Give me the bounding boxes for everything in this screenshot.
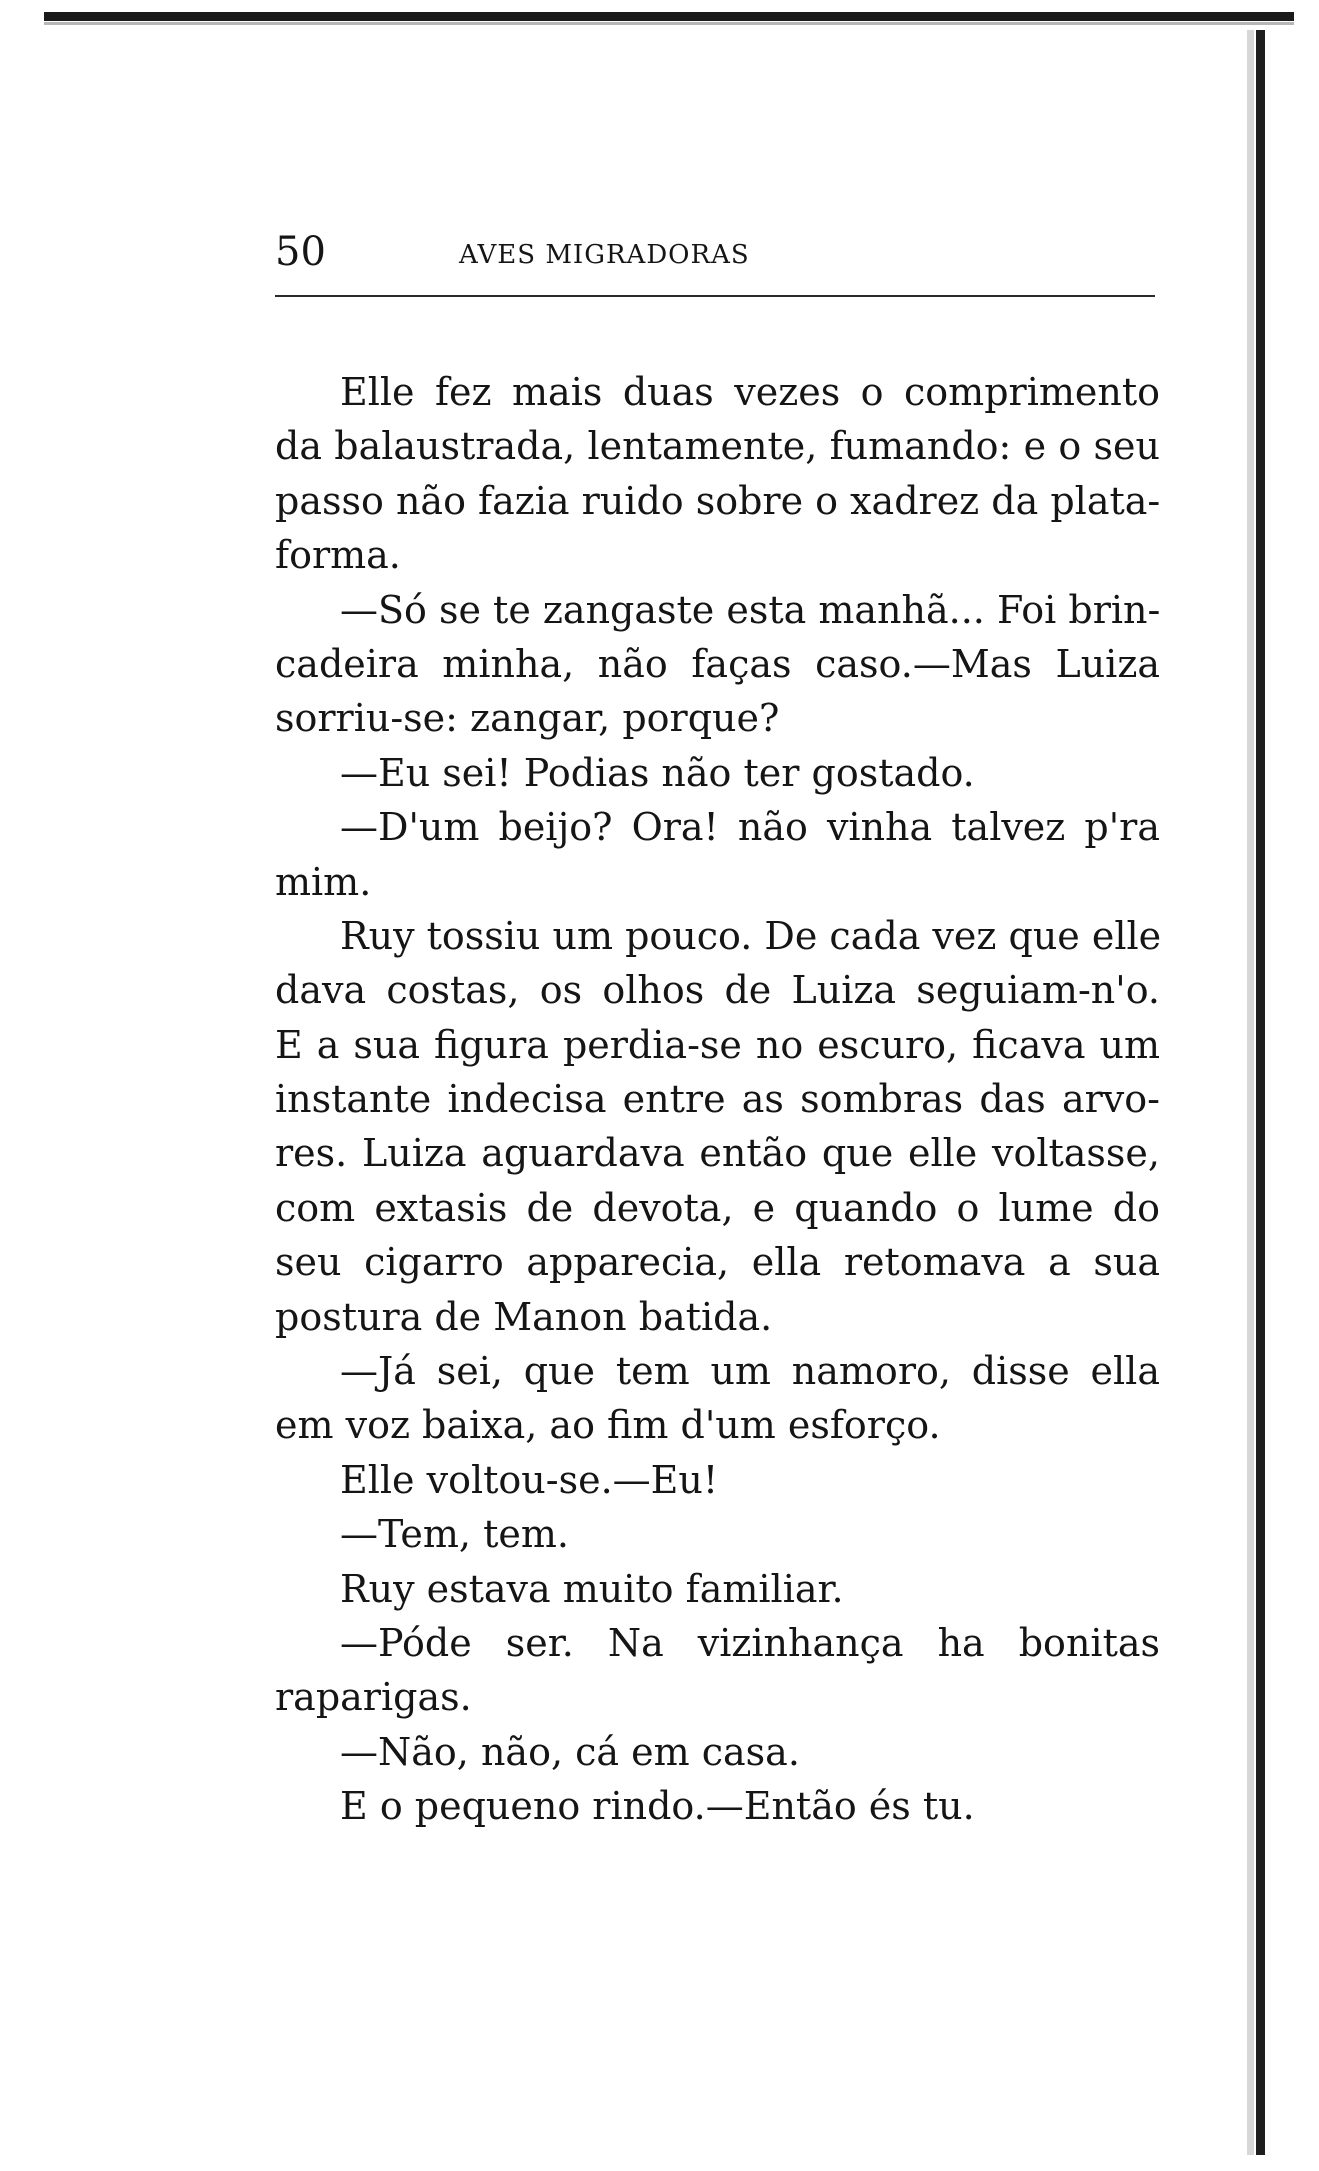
text-line: Elle voltou-se.—Eu! xyxy=(340,1457,719,1502)
text-line: —Póde ser. Na vizinhança ha bonitas xyxy=(340,1620,1160,1665)
text-line: da balaustrada, lentamente, fumando: e o seu xyxy=(275,424,1160,469)
text-line: E a sua figura perdia-se no escuro, ficava um xyxy=(275,1022,1160,1067)
running-title: AVES MIGRADORAS xyxy=(459,240,750,270)
text-line: Ruy estava muito familiar. xyxy=(340,1566,844,1611)
page-top-edge xyxy=(44,12,1294,21)
text-line: sorriu-se: zangar, porque? xyxy=(275,696,780,741)
text-line: —Eu sei! Podias não ter gostado. xyxy=(340,750,975,795)
text-line: mim. xyxy=(275,859,372,904)
text-line: forma. xyxy=(275,533,401,578)
text-line: cadeira minha, não faças caso.—Mas Luiza xyxy=(275,641,1160,686)
page-right-edge xyxy=(1256,30,1265,2155)
text-line: —D'um beijo? Ora! não vinha talvez p'ra xyxy=(340,805,1160,850)
text-line: Ruy tossiu um pouco. De cada vez que elle xyxy=(340,913,1162,958)
text-line: —Não, não, cá em casa. xyxy=(340,1729,800,1774)
body-text xyxy=(275,365,1160,1834)
text-line: passo não fazia ruido sobre o xadrez da plata- xyxy=(275,478,1161,523)
running-head xyxy=(275,228,1155,288)
page-right-shadow xyxy=(1247,30,1254,2155)
text-line: E o pequeno rindo.—Então és tu. xyxy=(340,1784,975,1829)
text-line: —Tem, tem. xyxy=(340,1512,569,1557)
text-line: com extasis de devota, e quando o lume do xyxy=(275,1185,1160,1230)
text-line: raparigas. xyxy=(275,1675,472,1720)
page-top-shadow xyxy=(44,22,1294,25)
text-line: instante indecisa entre as sombras das arvo- xyxy=(275,1077,1160,1122)
text-line: seu cigarro apparecia, ella retomava a sua xyxy=(275,1240,1160,1285)
text-line: —Já sei, que tem um namoro, disse ella xyxy=(340,1349,1160,1394)
text-line: postura de Manon batida. xyxy=(275,1294,773,1339)
text-line: em voz baixa, ao fim d'um esforço. xyxy=(275,1403,941,1448)
text-line: Elle fez mais duas vezes o comprimento xyxy=(340,370,1160,414)
page-number: 50 xyxy=(275,229,326,275)
text-line: —Só se te zangaste esta manhã... Foi brin- xyxy=(340,587,1161,632)
header-rule xyxy=(275,295,1155,297)
text-line: res. Luiza aguardava então que elle voltasse, xyxy=(275,1131,1160,1176)
text-line: dava costas, os olhos de Luiza seguiam-n'o. xyxy=(275,968,1160,1013)
